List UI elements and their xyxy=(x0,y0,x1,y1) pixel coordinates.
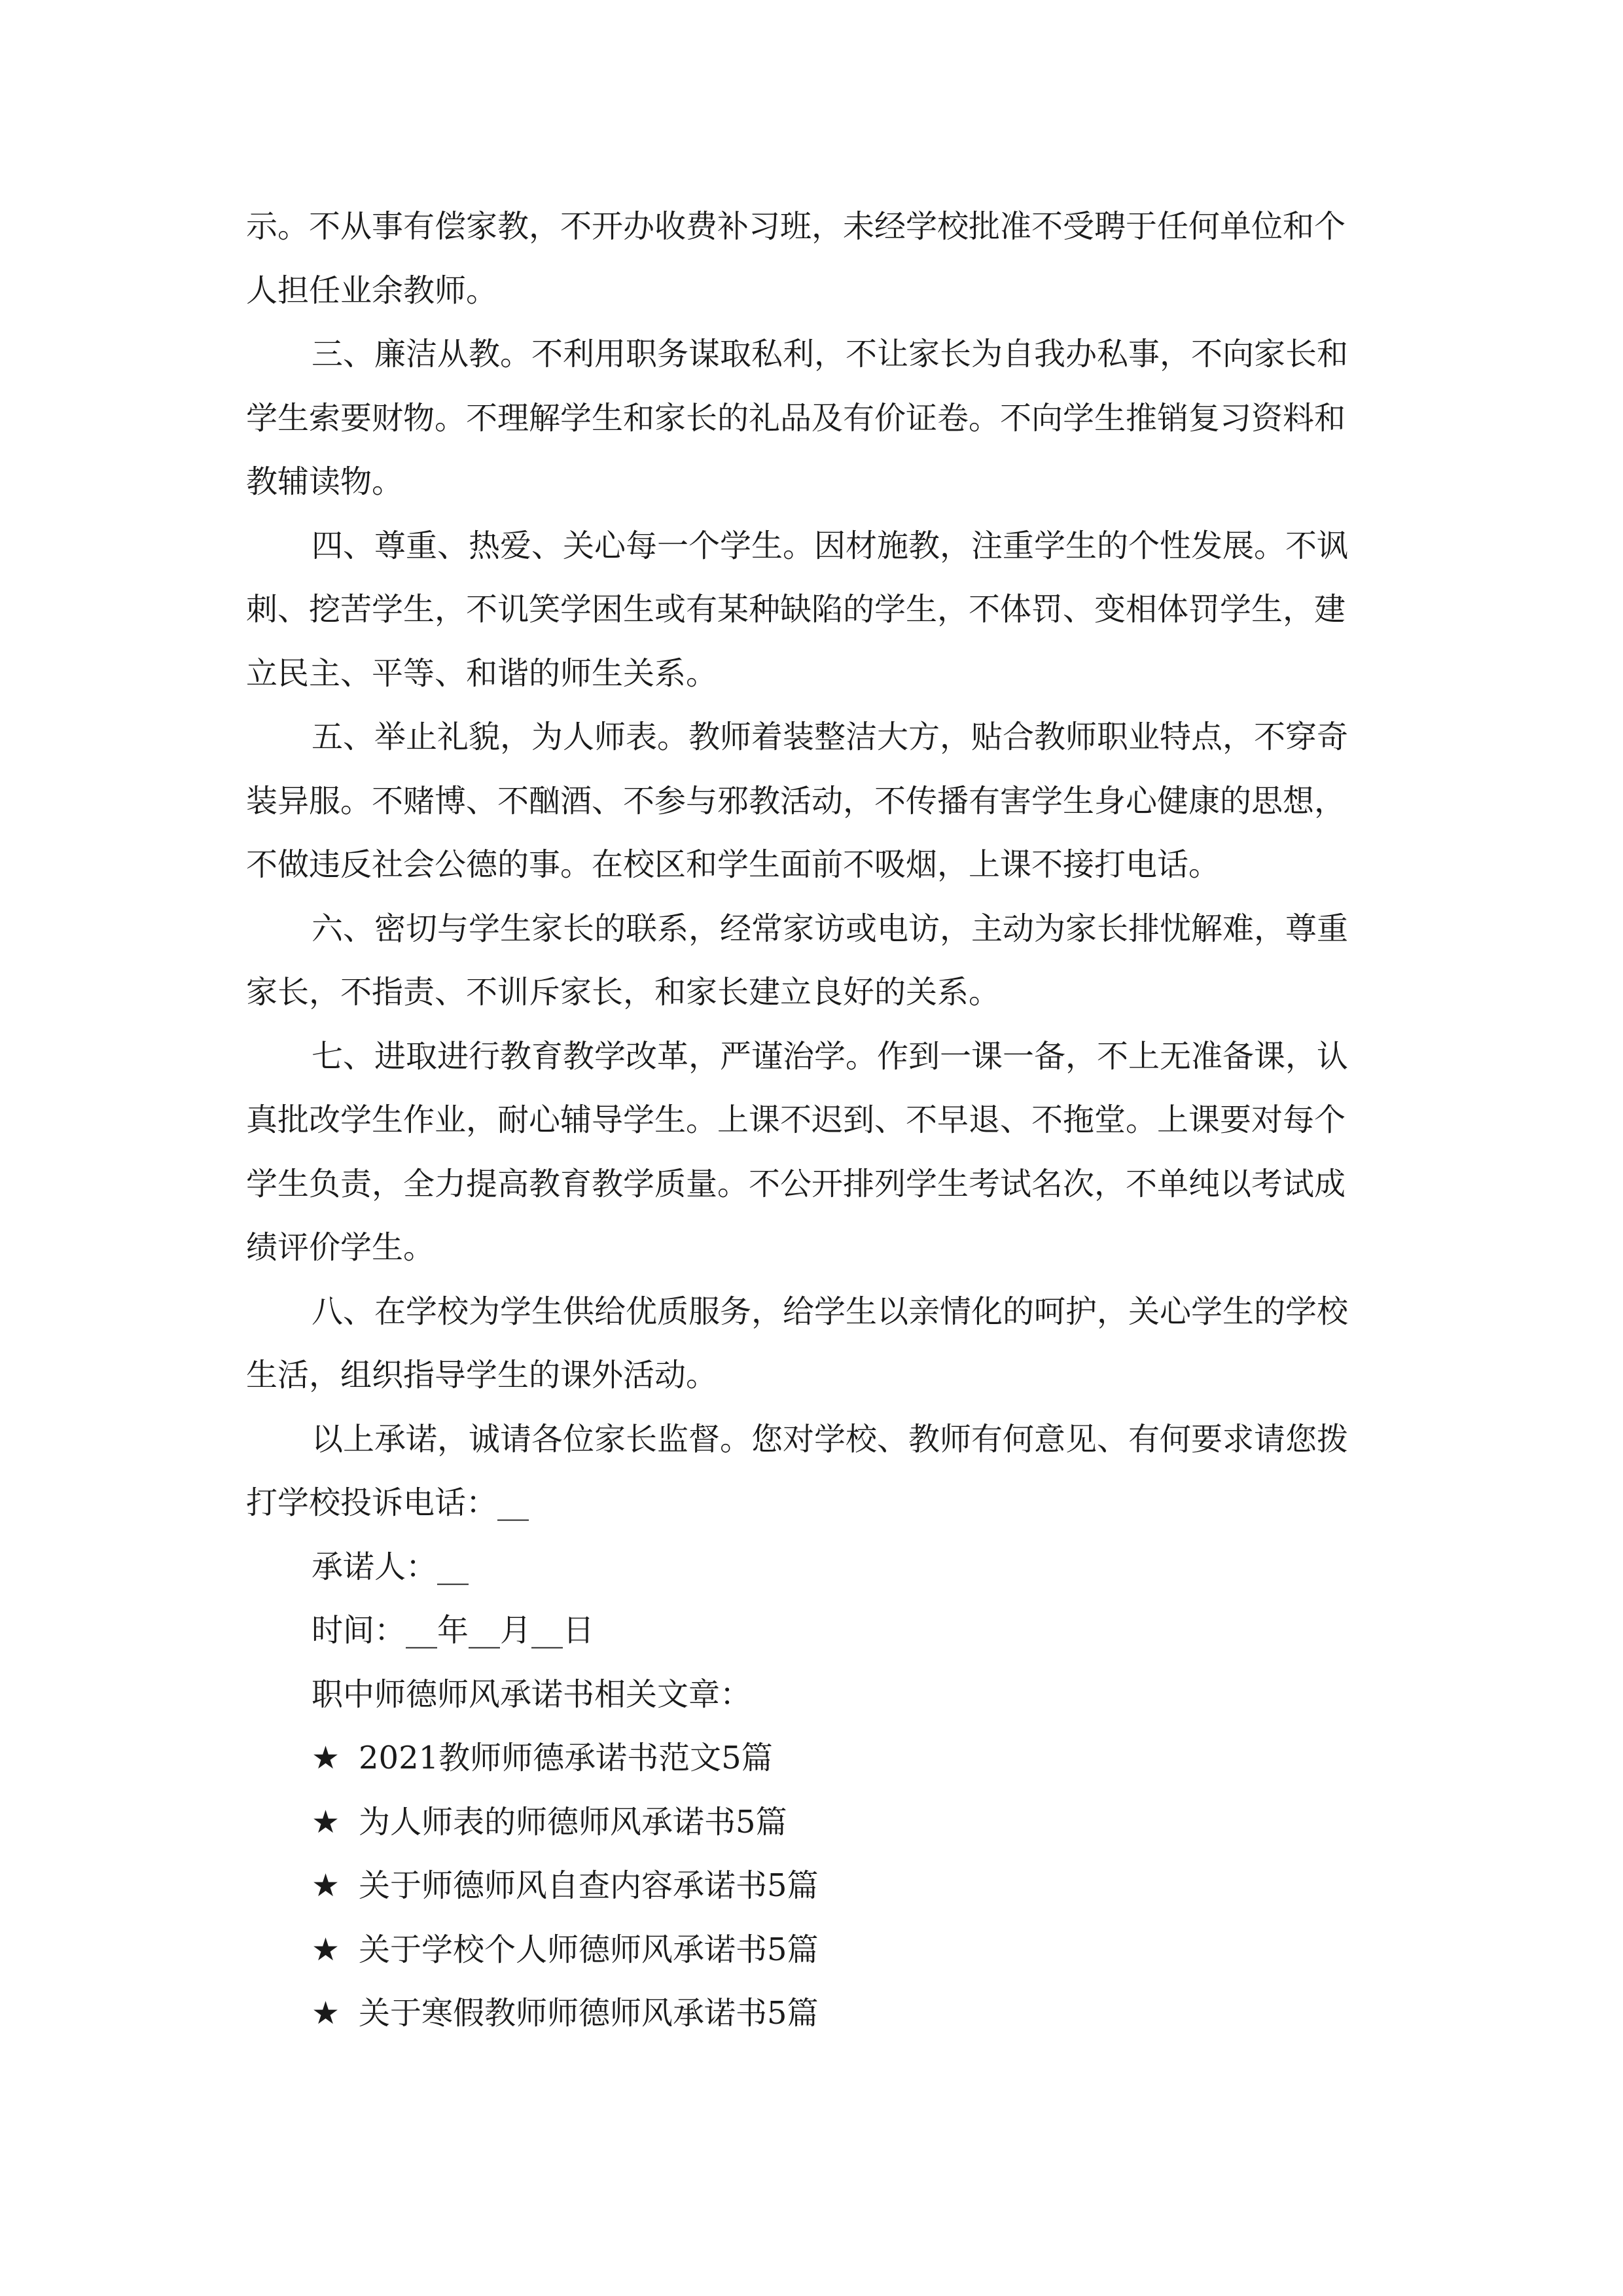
text-line: 不做违反社会公德的事。在校区和学生面前不吸烟，上课不接打电话。 xyxy=(246,846,1221,883)
star-bullet-icon: ★ xyxy=(312,1867,340,1904)
related-article-link[interactable] xyxy=(246,1854,1385,1918)
text-line: 四、尊重、热爱、关心每一个学生。因材施教，注重学生的个性发展。不讽 xyxy=(312,527,1349,564)
related-article-link[interactable] xyxy=(246,1791,1385,1855)
paragraph xyxy=(246,1025,1385,1280)
text-line: 刺、挖苦学生，不讥笑学困生或有某种缺陷的学生，不体罚、变相体罚学生，建 xyxy=(246,591,1346,628)
text-line: 八、在学校为学生供给优质服务，给学生以亲情化的呵护，关心学生的学校 xyxy=(312,1293,1349,1330)
related-article-link[interactable] xyxy=(246,1918,1385,1982)
text-line: 绩评价学生。 xyxy=(246,1229,435,1266)
text-line: 教辅读物。 xyxy=(246,463,404,500)
related-article-title: 关于寒假教师师德师风承诺书5篇 xyxy=(359,1995,819,2032)
paragraph xyxy=(246,897,1385,1025)
text-line: 五、举止礼貌，为人师表。教师着装整洁大方，贴合教师职业特点，不穿奇 xyxy=(312,719,1349,755)
related-article-link[interactable] xyxy=(246,1982,1385,2046)
text-line: 家长，不指责、不训斥家长，和家长建立良好的关系。 xyxy=(246,974,1001,1011)
text-line: 打学校投诉电话：__ xyxy=(246,1484,529,1521)
star-bullet-icon: ★ xyxy=(312,1803,340,1840)
text-line: 七、进取进行教育教学改革，严谨治学。作到一课一备，不上无准备课，认 xyxy=(312,1037,1349,1075)
paragraph xyxy=(246,1280,1385,1408)
text-line: 职中师德师风承诺书相关文章： xyxy=(312,1676,752,1713)
related-article-title: 关于学校个人师德师风承诺书5篇 xyxy=(359,1931,819,1968)
paragraph xyxy=(246,195,1385,323)
text-line: 三、廉洁从教。不利用职务谋取私利，不让家长为自我办私事，不向家长和 xyxy=(312,336,1349,372)
star-bullet-icon: ★ xyxy=(312,1740,340,1776)
text-line: 装异服。不赌博、不酗酒、不参与邪教活动，不传播有害学生身心健康的思想， xyxy=(246,782,1346,819)
paragraph xyxy=(246,323,1385,514)
text-line: 生活，组织指导学生的课外活动。 xyxy=(246,1357,718,1393)
text-line: 人担任业余教师。 xyxy=(246,272,498,309)
text-line: 立民主、平等、和谐的师生关系。 xyxy=(246,655,718,692)
related-article-title: 2021教师师德承诺书范文5篇 xyxy=(359,1740,773,1776)
text-line: 学生索要财物。不理解学生和家长的礼品及有价证卷。不向学生推销复习资料和 xyxy=(246,399,1346,437)
document-body xyxy=(246,195,1385,2046)
related-article-title: 关于师德师风自查内容承诺书5篇 xyxy=(359,1867,819,1904)
related-article-link[interactable] xyxy=(246,1727,1385,1791)
text-line: 以上承诺，诚请各位家长监督。您对学校、教师有何意见、有何要求请您拨 xyxy=(312,1420,1349,1458)
text-line: 真批改学生作业，耐心辅导学生。上课不迟到、不早退、不拖堂。上课要对每个 xyxy=(246,1102,1346,1138)
paragraph xyxy=(246,1535,1385,1600)
star-bullet-icon: ★ xyxy=(312,1931,340,1968)
related-article-title: 为人师表的师德师风承诺书5篇 xyxy=(359,1803,787,1840)
paragraph xyxy=(246,1599,1385,1663)
text-line: 承诺人：__ xyxy=(312,1548,469,1585)
paragraph xyxy=(246,1663,1385,1727)
text-line: 示。不从事有偿家教，不开办收费补习班，未经学校批准不受聘于任何单位和个 xyxy=(246,208,1346,245)
star-bullet-icon: ★ xyxy=(312,1995,340,2032)
paragraph xyxy=(246,514,1385,706)
paragraph xyxy=(246,1408,1385,1535)
text-line: 六、密切与学生家长的联系，经常家访或电访，主动为家长排忧解难，尊重 xyxy=(312,910,1349,947)
text-line: 学生负责，全力提高教育教学质量。不公开排列学生考试名次，不单纯以考试成 xyxy=(246,1165,1346,1202)
paragraph xyxy=(246,706,1385,897)
text-line: 时间：__年__月__日 xyxy=(312,1612,595,1649)
